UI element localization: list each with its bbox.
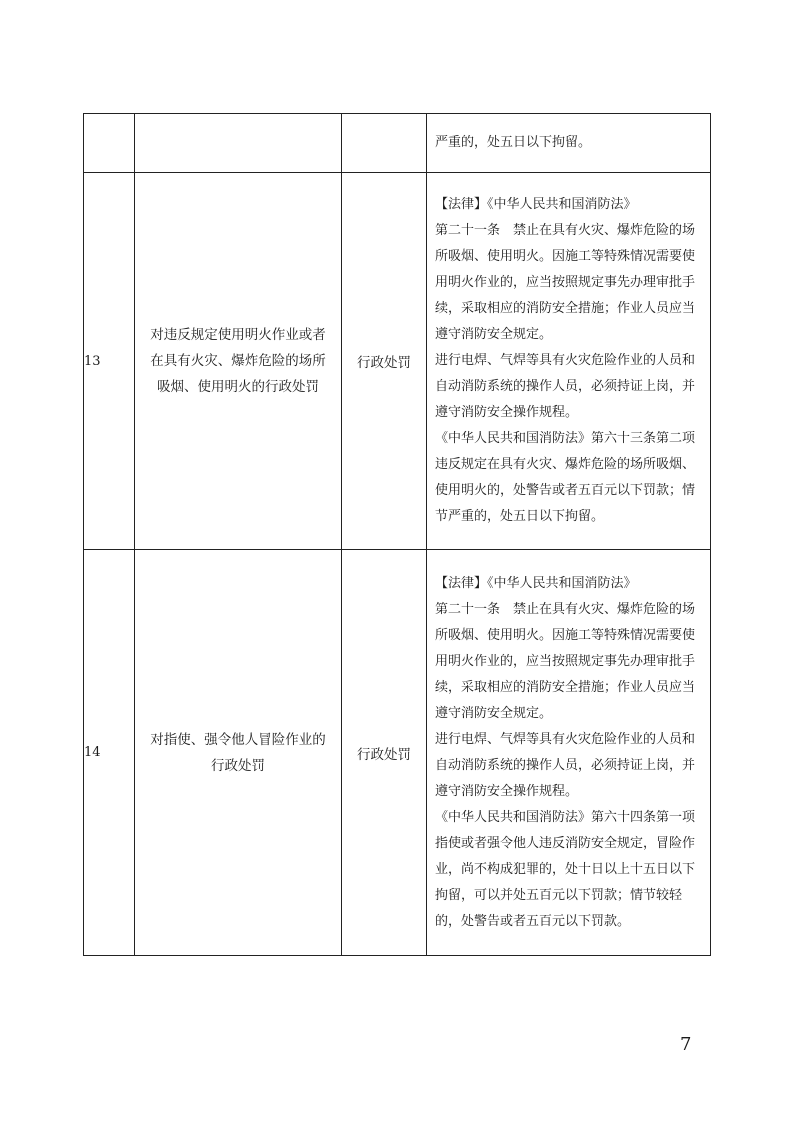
- item-name-cell: [135, 550, 342, 956]
- page-number: 7: [680, 1034, 692, 1055]
- basis-paragraph: 【法律】《中华人民共和国消防法》: [435, 197, 637, 212]
- type-cell: [342, 114, 427, 173]
- basis-cell: [427, 114, 711, 173]
- item-name: 对指使、强令他人冒险作业的行政处罚: [150, 731, 326, 774]
- basis-paragraph: 《中华人民共和国消防法》第六十三条第二项违反规定在具有火灾、爆炸危险的场所吸烟、使用明火的，处警告或者五百元以下罚款；情节严重的，处五日以下拘留。: [435, 431, 696, 524]
- basis-paragraph: 进行电焊、气焊等具有火灾危险作业的人员和自动消防系统的操作人员，必须持证上岗，并遵守消防安全操作规程。: [435, 353, 696, 420]
- type-cell: 行政处罚: [342, 173, 427, 550]
- basis-paragraph: 【法律】《中华人民共和国消防法》: [435, 575, 637, 591]
- table-row: [84, 550, 711, 956]
- enforcement-table: [83, 113, 711, 956]
- row-number-cell: 14: [84, 550, 135, 956]
- basis-cell: [427, 550, 711, 956]
- table-row-continued: [84, 114, 711, 173]
- basis-cell: [427, 173, 711, 550]
- table-row: [84, 173, 711, 550]
- item-name-cell: [135, 114, 342, 173]
- row-number-cell: [84, 114, 135, 173]
- item-name-cell: [135, 173, 342, 550]
- item-name: 对违反规定使用明火作业或者在具有火灾、爆炸危险的场所吸烟、使用明火的行政处罚: [150, 327, 326, 395]
- basis-paragraph: 进行电焊、气焊等具有火灾危险作业的人员和自动消防系统的操作人员，必须持证上岗，并遵守消防安全操作规程。: [435, 731, 696, 799]
- basis-paragraph: 第二十一条 禁止在具有火灾、爆炸危险的场所吸烟、使用明火。因施工等特殊情况需要使用明火作业的，应当按照规定事先办理审批手续，采取相应的消防安全措施；作业人员应当遵守消防安全规定。: [435, 223, 696, 342]
- basis-paragraph: 严重的，处五日以下拘留。: [435, 135, 592, 150]
- row-number-cell: 13: [84, 173, 135, 550]
- type-cell: 行政处罚: [342, 550, 427, 956]
- basis-paragraph: 《中华人民共和国消防法》第六十四条第一项指使或者强令他人违反消防安全规定，冒险作业，尚不构成犯罪的，处十日以上十五日以下拘留，可以并处五百元以下罚款；情节较轻的，处警告或者五百元以下罚款。: [435, 809, 696, 929]
- basis-paragraph: 第二十一条 禁止在具有火灾、爆炸危险的场所吸烟、使用明火。因施工等特殊情况需要使用明火作业的，应当按照规定事先办理审批手续，采取相应的消防安全措施；作业人员应当遵守消防安全规定。: [435, 601, 696, 721]
